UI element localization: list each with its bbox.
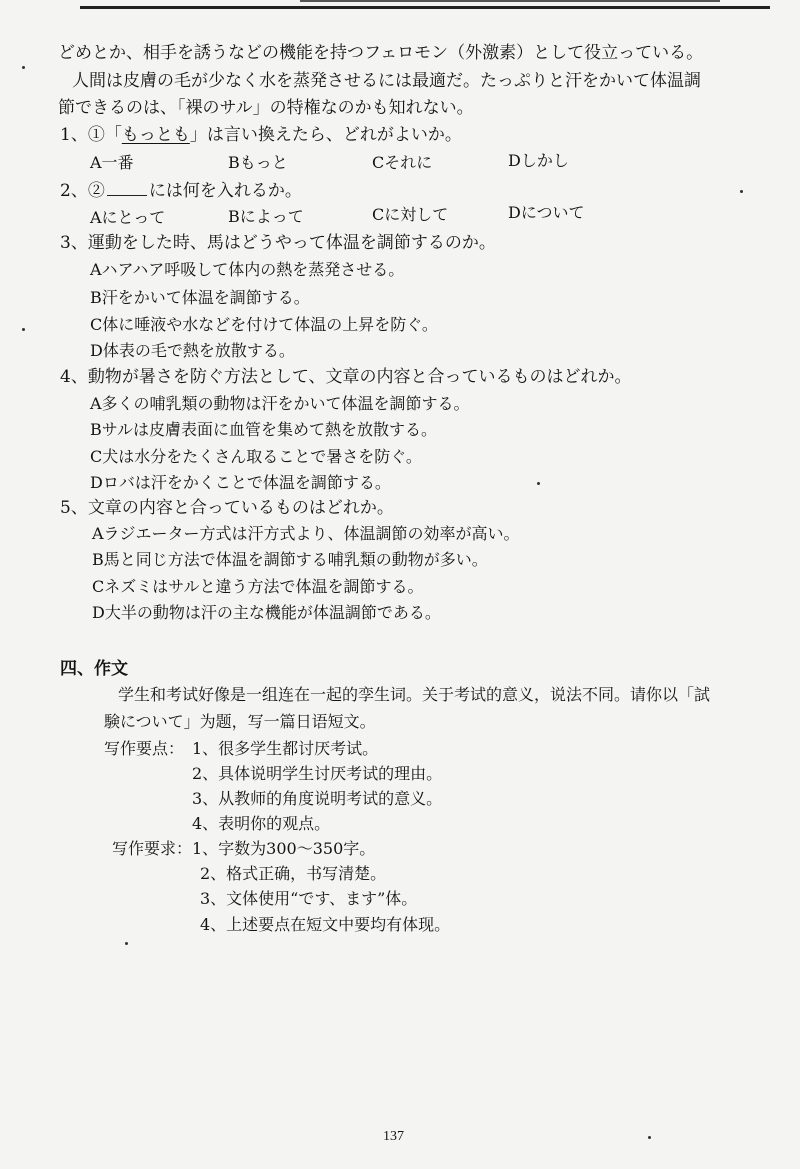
q2-option-d[interactable]: Dについて <box>508 203 585 222</box>
intro-line-3: 節できるのは、「裸のサル」の特権なのかも知れない。 <box>58 98 474 118</box>
writing-requirement-3: 3、文体使用“です、ます”体。 <box>200 889 418 908</box>
writing-requirements-label: 写作要求： <box>112 839 193 858</box>
q4-option-b[interactable]: Bサルは皮膚表面に血管を集めて熱を放散する。 <box>90 420 437 439</box>
question-number: 1、 <box>60 125 88 145</box>
writing-point-2: 2、具体说明学生讨厌考试的理由。 <box>192 764 443 783</box>
writing-point-3: 3、从教师的角度说明考试的意义。 <box>192 789 443 808</box>
answer-blank[interactable] <box>107 181 147 196</box>
writing-point-4: 4、表明你的观点。 <box>192 814 331 833</box>
underlined-word: もっとも <box>121 125 190 145</box>
question-1 <box>60 124 462 146</box>
q2-option-c[interactable]: Cに対して <box>372 205 449 224</box>
q3-option-d[interactable]: D体表の毛で熱を放散する。 <box>90 341 295 360</box>
q2-option-b[interactable]: Bによって <box>228 207 304 226</box>
q4-option-a[interactable]: A多くの哺乳類の動物は汗をかいて体温を調節する。 <box>90 394 470 413</box>
q2-option-a[interactable]: Aにとって <box>90 208 166 227</box>
question-text: 文章の内容と合っているものはどれか。 <box>87 498 394 518</box>
writing-point-1: 1、很多学生都讨厌考试。 <box>192 739 379 758</box>
question-number: 5、 <box>60 498 88 518</box>
scan-speck <box>537 482 540 485</box>
q5-option-c[interactable]: Cネズミはサルと違う方法で体温を調節する。 <box>92 577 424 596</box>
q1-option-b[interactable]: Bもっと <box>228 153 288 172</box>
q1-option-a[interactable]: A一番 <box>90 153 134 172</box>
header-rule-thin <box>300 0 720 2</box>
header-rule <box>80 6 770 9</box>
writing-points-label: 写作要点： <box>104 739 185 758</box>
writing-requirement-2: 2、格式正确，书写清楚。 <box>200 864 387 883</box>
scan-speck <box>125 942 128 945</box>
scan-speck <box>22 66 25 69</box>
q3-option-b[interactable]: B汗をかいて体温を調節する。 <box>90 288 310 307</box>
q4-option-c[interactable]: C犬は水分をたくさん取ることで暑さを防ぐ。 <box>90 447 422 466</box>
scan-speck <box>22 328 25 331</box>
q5-option-b[interactable]: B馬と同じ方法で体温を調節する哺乳類の動物が多い。 <box>92 550 488 569</box>
essay-prompt-line-2: 験について」为题，写一篇日语短文。 <box>104 712 376 731</box>
question-2 <box>60 180 302 202</box>
intro-line-1: どめとか、相手を誘うなどの機能を持つフェロモン（外激素）として役立っている。 <box>58 43 704 63</box>
q3-option-c[interactable]: C体に唾液や水などを付けて体温の上昇を防ぐ。 <box>90 315 438 334</box>
question-number: 3、 <box>60 233 88 253</box>
question-number: 4、 <box>60 367 88 387</box>
question-text: 動物が暑さを防ぐ方法として、文章の内容と合っているものはどれか。 <box>87 367 632 387</box>
q5-option-d[interactable]: D大半の動物は汗の主な機能が体温調節である。 <box>92 603 441 622</box>
q5-option-a[interactable]: Aラジエーター方式は汗方式より、体温調節の効率が高い。 <box>92 524 520 543</box>
scan-speck <box>740 190 743 193</box>
q4-option-d[interactable]: Dロバは汗をかくことで体温を調節する。 <box>90 473 391 492</box>
question-3 <box>60 232 496 254</box>
q3-option-a[interactable]: Aハアハア呼吸して体内の熱を蒸発させる。 <box>90 260 405 279</box>
essay-prompt-line-1: 学生和考试好像是一组连在一起的孪生词。关于考试的意义，说法不同。请你以「試 <box>118 685 711 704</box>
question-marker: ② <box>87 181 105 201</box>
question-text: には何を入れるか。 <box>148 181 302 201</box>
writing-requirement-1: 1、字数为300～350字。 <box>192 839 376 858</box>
question-text: 」は言い換えたら、どれがよいか。 <box>189 125 462 145</box>
intro-line-2: 人間は皮膚の毛が少なく水を蒸発させるには最適だ。たっぷりと汗をかいて体温調 <box>72 71 701 91</box>
q1-option-d[interactable]: Dしかし <box>508 151 569 170</box>
question-4 <box>60 366 632 388</box>
page-number: 137 <box>383 1129 404 1144</box>
q1-option-c[interactable]: Cそれに <box>372 153 433 172</box>
question-text: 運動をした時、馬はどうやって体温を調節するのか。 <box>87 233 496 253</box>
question-marker: ①「 <box>87 125 122 145</box>
scan-speck <box>648 1136 651 1139</box>
section-heading: 四、作文 <box>60 659 128 679</box>
question-number: 2、 <box>60 181 88 201</box>
writing-requirement-4: 4、上述要点在短文中要均有体现。 <box>200 915 451 934</box>
question-5 <box>60 497 394 519</box>
